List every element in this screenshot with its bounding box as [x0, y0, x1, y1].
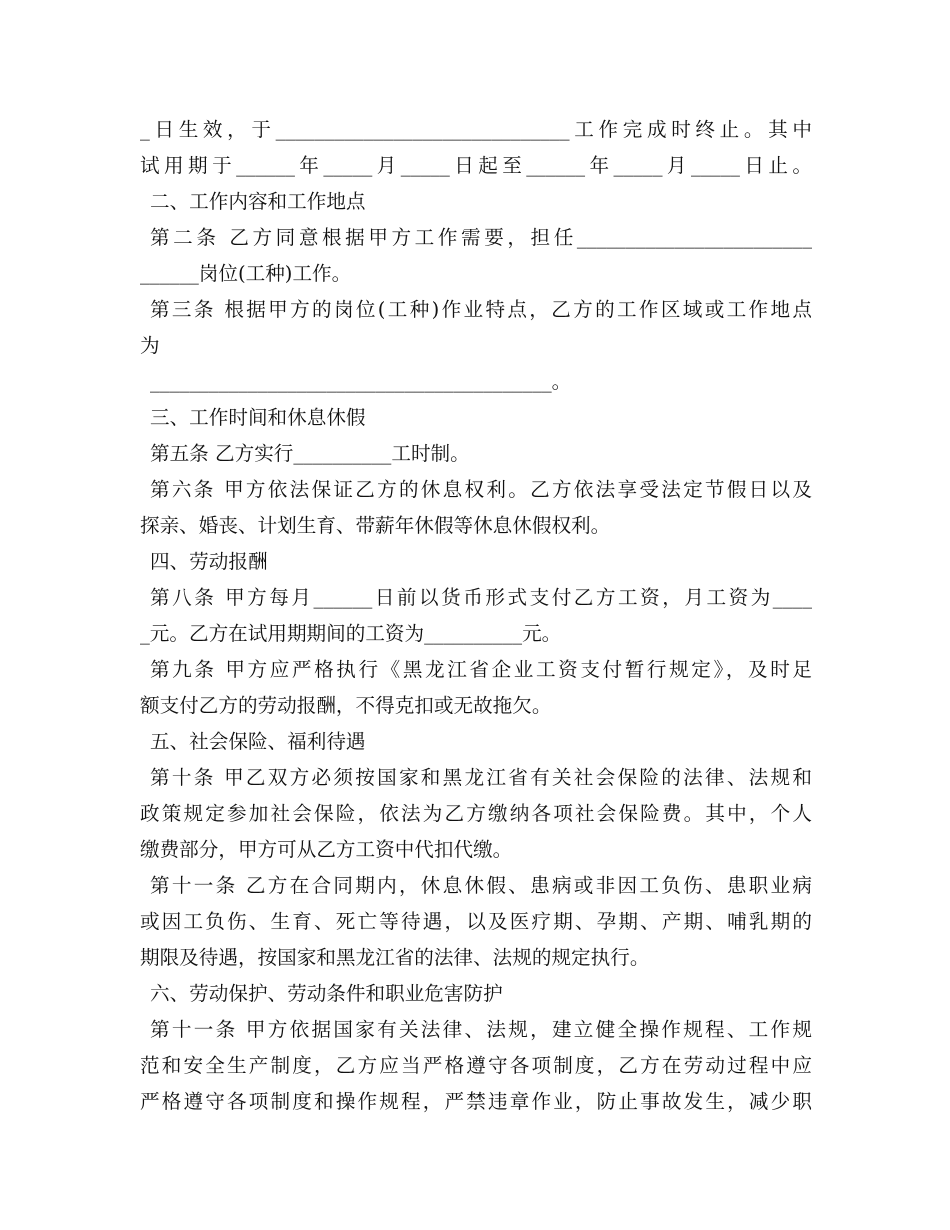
section-heading: 六、劳动保护、劳动条件和职业危害防护	[150, 982, 503, 1005]
section-heading: 二、工作内容和工作地点	[150, 190, 366, 213]
article-line: 第五条 乙方实行__________工时制。	[150, 442, 470, 465]
article-line: 第十条 甲乙双方必须按国家和黑龙江省有关社会保险的法律、法规和	[150, 766, 812, 789]
text-line: 或因工负伤、生育、死亡等待遇，以及医疗期、孕期、产期、哺乳期的	[140, 910, 812, 933]
text-line: ______岗位(工种)工作。	[140, 262, 352, 285]
article-line: 第二条 乙方同意根据甲方工作需要，担任________________________	[150, 226, 812, 249]
text-line: 额支付乙方的劳动报酬，不得克扣或无故拖欠。	[140, 694, 552, 717]
article-line: 第六条 甲方依法保证乙方的休息权利。乙方依法享受法定节假日以及	[150, 478, 812, 501]
article-line: 第八条 甲方每月______日前以货币形式支付乙方工资，月工资为____	[150, 586, 812, 609]
text-line: 政策规定参加社会保险，依法为乙方缴纳各项社会保险费。其中，个人	[140, 802, 812, 825]
article-line: 第九条 甲方应严格执行《黑龙江省企业工资支付暂行规定》，及时足	[150, 658, 812, 681]
text-line: 期限及待遇，按国家和黑龙江省的法律、法规的规定执行。	[140, 946, 650, 969]
article-line: 第十一条 乙方在合同期内，休息休假、患病或非因工负伤、患职业病	[150, 874, 812, 897]
section-heading: 三、工作时间和休息休假	[150, 406, 366, 429]
section-heading: 四、劳动报酬	[150, 550, 268, 573]
text-line: 为	[140, 334, 160, 357]
text-line: 缴费部分，甲方可从乙方工资中代扣代缴。	[140, 838, 513, 861]
text-line: 严格遵守各项制度和操作规程，严禁违章作业，防止事故发生，减少职	[140, 1090, 812, 1113]
article-line: 第三条 根据甲方的岗位(工种)作业特点，乙方的工作区域或工作地点	[150, 298, 812, 321]
text-line: _元。乙方在试用期期间的工资为__________元。	[140, 622, 562, 645]
text-line: _________________________________________。	[150, 370, 572, 393]
contract-text-body	[140, 112, 812, 1120]
text-line: _日生效，于______________________________工作完成时终止。其中	[140, 118, 812, 141]
article-line: 第十一条 甲方依据国家有关法律、法规，建立健全操作规程、工作规	[150, 1018, 812, 1041]
text-line: 范和安全生产制度，乙方应当严格遵守各项制度，乙方在劳动过程中应	[140, 1054, 812, 1077]
section-heading: 五、社会保险、福利待遇	[150, 730, 366, 753]
text-line: 试用期于______年_____月_____日起至______年_____月_____日止。	[140, 154, 812, 177]
text-line: 探亲、婚丧、计划生育、带薪年休假等休息休假权利。	[140, 514, 611, 537]
